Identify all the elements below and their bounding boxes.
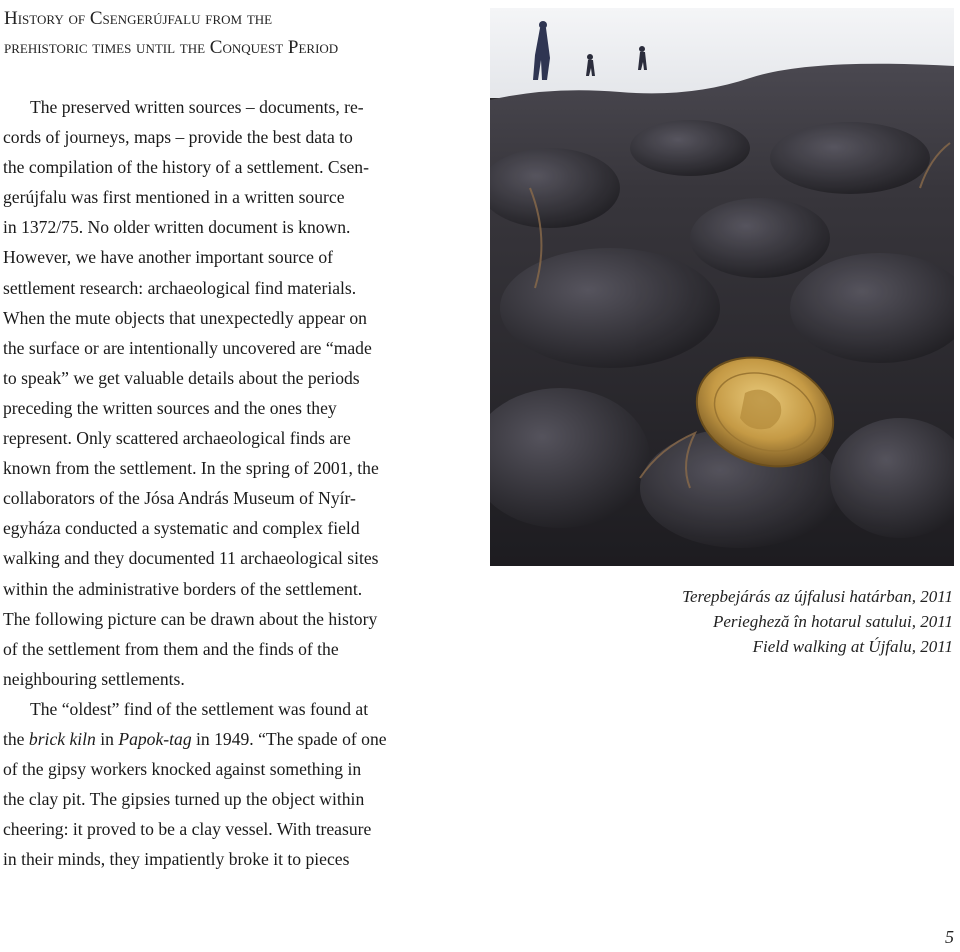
body-line: represent. Only scattered archaeological finds are <box>3 428 351 449</box>
body-line: within the administrative borders of the settlement. <box>3 578 363 599</box>
body-line: The “oldest” find of the settlement was found at <box>30 698 369 719</box>
body-line: the surface or are intentionally uncovered are “made <box>3 337 372 358</box>
photo-illustration <box>490 8 954 566</box>
field-walking-photo <box>490 8 954 566</box>
body-line: to speak” we get valuable details about the periods <box>3 367 360 388</box>
body-line: preceding the written sources and the ones they <box>3 397 337 418</box>
body-line: in 1372/75. No older written document is known. <box>3 217 351 238</box>
caption-english: Field walking at Újfalu, 2011 <box>752 637 953 656</box>
body-line: cheering: it proved to be a clay vessel. With treasure <box>3 819 372 840</box>
body-line: The preserved written sources – documents, re- <box>30 97 364 117</box>
body-line: collaborators of the Jósa András Museum of Nyír- <box>3 488 356 509</box>
body-line: in their minds, they impatiently broke it to pieces <box>3 849 350 870</box>
body-text-run: in 1949. “The spade of one <box>191 728 387 749</box>
body-line: The following picture can be drawn about the history <box>3 608 378 629</box>
italic-term-brick-kiln: brick kiln <box>28 728 96 749</box>
body-line: However, we have another important source of <box>3 247 334 268</box>
body-text-run: the <box>3 728 29 749</box>
body-line: the clay pit. The gipsies turned up the object within <box>3 789 365 810</box>
page-title <box>4 4 474 62</box>
caption-romanian: Periegheză în hotarul satului, 2011 <box>712 612 953 631</box>
body-line: the compilation of the history of a settlement. Csen- <box>3 157 369 178</box>
body-line: settlement research: archaeological find materials. <box>3 277 357 298</box>
page-number: 5 <box>945 927 954 947</box>
italic-term-papok-tag: Papok-tag <box>118 728 192 749</box>
body-line: of the settlement from them and the finds of the <box>3 638 339 659</box>
body-line: known from the settlement. In the spring of 2001, the <box>3 458 379 479</box>
body-line: of the gipsy workers knocked against something in <box>3 759 362 780</box>
body-line: gerújfalu was first mentioned in a written source <box>3 187 345 208</box>
body-line: neighbouring settlements. <box>3 668 185 689</box>
body-line: walking and they documented 11 archaeological sites <box>3 548 379 569</box>
title-line-1: History of Csengerújfalu from the <box>4 8 273 29</box>
photo-caption <box>560 584 953 659</box>
body-text <box>3 92 453 874</box>
body-line-mixed <box>3 724 453 754</box>
body-text-run: in <box>95 728 119 749</box>
body-line: egyháza conducted a systematic and complex field <box>3 518 360 539</box>
body-line: cords of journeys, maps – provide the best data to <box>3 127 353 148</box>
body-line: When the mute objects that unexpectedly appear on <box>3 307 367 328</box>
title-line-2: prehistoric times until the Conquest Period <box>4 37 339 58</box>
caption-hungarian: Terepbejárás az újfalusi határban, 2011 <box>682 587 953 606</box>
